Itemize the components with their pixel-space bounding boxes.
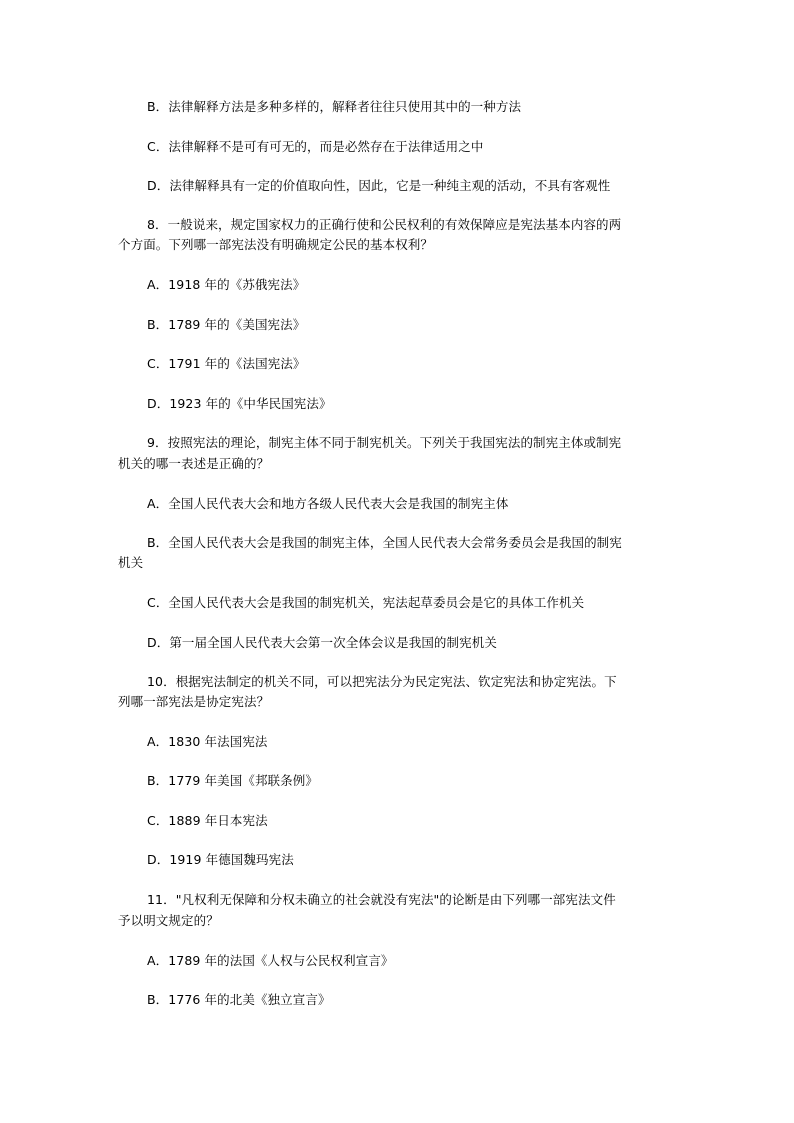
q11-stem-line1: 11．"凡权利无保障和分权未确立的社会就没有宪法"的论断是由下列哪一部宪法文件 [147,892,616,907]
q8-stem-line1: 8．一般说来，规定国家权力的正确行使和公民权利的有效保障应是宪法基本内容的两 [147,217,622,232]
q9-option-a: A．全国人民代表大会和地方各级人民代表大会是我国的制宪主体 [147,496,509,511]
q8-option-c: C．1791 年的《法国宪法》 [147,356,306,371]
q11-option-b: B．1776 年的北美《独立宣言》 [147,992,331,1007]
q10-option-a: A．1830 年法国宪法 [147,734,268,749]
q8-option-a: A．1918 年的《苏俄宪法》 [147,277,306,292]
q10-stem-line2: 列哪一部宪法是协定宪法？ [118,694,270,709]
q9-option-b-line1: B．全国人民代表大会是我国的制宪主体，全国人民代表大会常务委员会是我国的制宪 [147,535,622,550]
q10-option-c: C．1889 年日本宪法 [147,813,268,828]
q7-option-d: D．法律解释具有一定的价值取向性，因此，它是一种纯主观的活动，不具有客观性 [147,178,611,193]
q9-option-d: D．第一届全国人民代表大会第一次全体会议是我国的制宪机关 [147,635,497,650]
q11-option-a: A．1789 年的法国《人权与公民权利宣言》 [147,953,394,968]
q10-option-b: B．1779 年美国《邦联条例》 [147,773,318,788]
q9-stem-line1: 9．按照宪法的理论，制宪主体不同于制宪机关。下列关于我国宪法的制宪主体或制宪 [147,435,622,450]
q9-stem-line2: 机关的哪一表述是正确的？ [118,456,270,471]
q8-stem-line2: 个方面。下列哪一部宪法没有明确规定公民的基本权利？ [118,237,434,252]
q7-option-b: B．法律解释方法是多种多样的，解释者往往只使用其中的一种方法 [147,99,522,114]
q7-option-c: C．法律解释不是可有可无的，而是必然存在于法律适用之中 [147,139,484,154]
q10-option-d: D．1919 年德国魏玛宪法 [147,852,294,867]
q9-option-b-line2: 机关 [118,555,144,570]
q11-stem-line2: 予以明文规定的？ [118,913,219,928]
q8-option-d: D．1923 年的《中华民国宪法》 [147,396,332,411]
q10-stem-line1: 10．根据宪法制定的机关不同，可以把宪法分为民定宪法、钦定宪法和协定宪法。下 [147,674,617,689]
q8-option-b: B．1789 年的《美国宪法》 [147,317,306,332]
q9-option-c: C．全国人民代表大会是我国的制宪机关，宪法起草委员会是它的具体工作机关 [147,595,585,610]
